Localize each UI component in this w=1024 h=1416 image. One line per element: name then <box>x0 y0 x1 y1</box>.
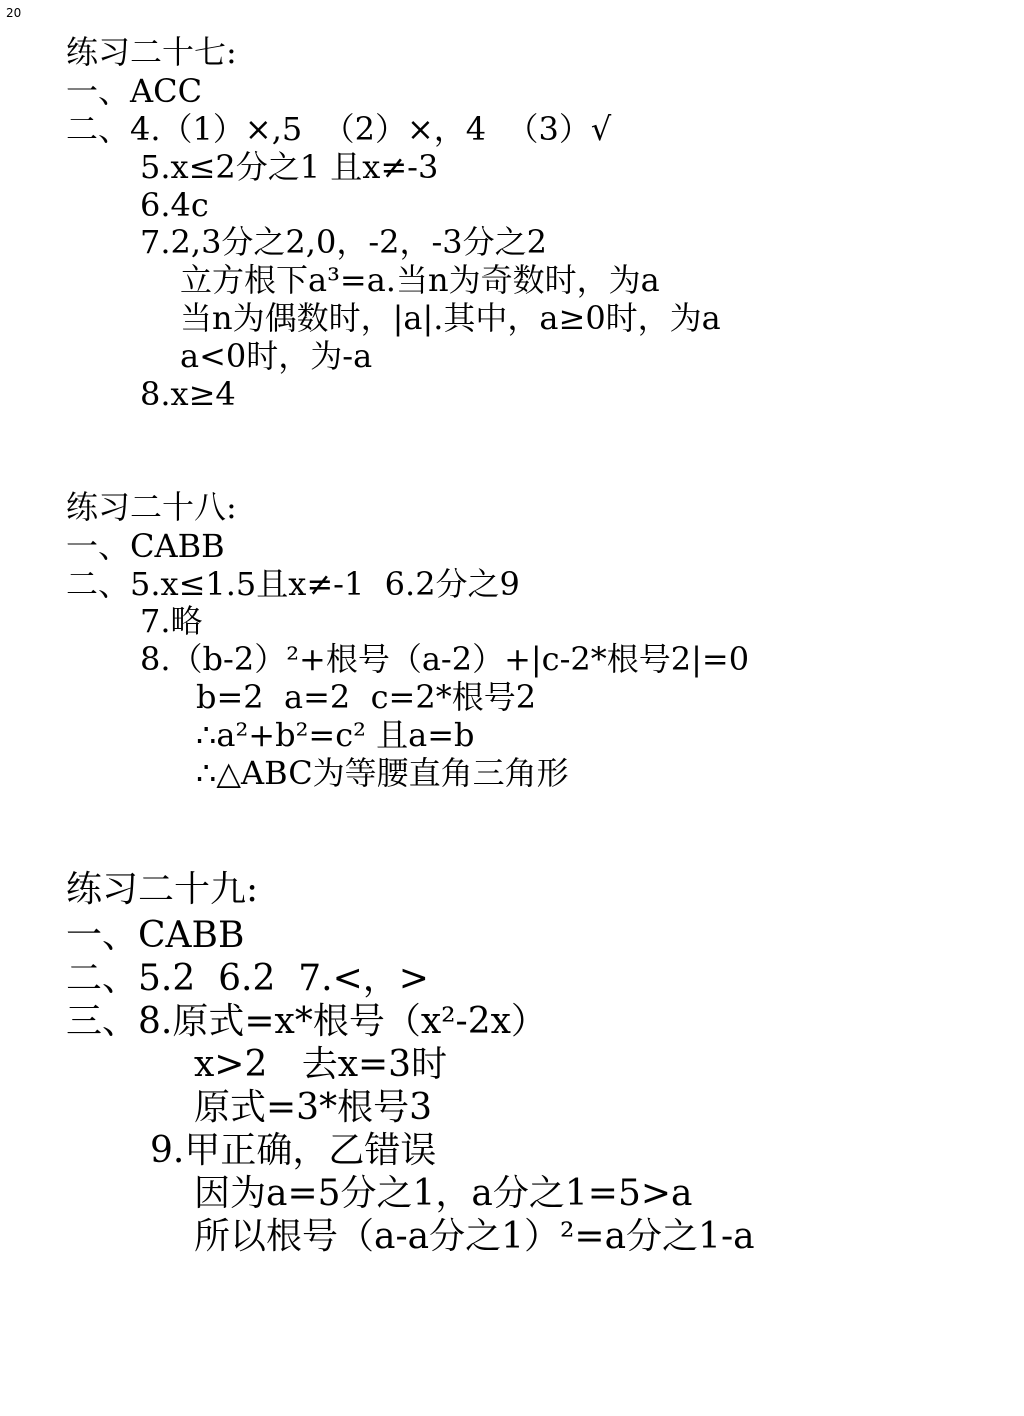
answer-line: b=2 a=2 c=2*根号2 <box>196 678 537 716</box>
answer-line: a<0时，为-a <box>180 337 373 375</box>
answer-line: 7.2,3分之2,0，-2，-3分之2 <box>140 223 548 261</box>
answer-line: x>2 去x=3时 <box>194 1044 448 1085</box>
answer-line: ∴△ABC为等腰直角三角形 <box>196 754 569 792</box>
answer-line: 5.x≤2分之1 且x≠-3 <box>140 148 439 186</box>
answer-line: 8.x≥4 <box>140 375 236 413</box>
answer-line: 因为a=5分之1，a分之1=5>a <box>194 1173 693 1214</box>
answer-line: 二、5.x≤1.5且x≠-1 6.2分之9 <box>66 565 520 603</box>
answer-line: 二、5.2 6.2 7.<，> <box>66 958 429 999</box>
page-number: 20 <box>6 6 22 20</box>
answer-line: 当n为偶数时，|a|.其中，a≥0时，为a <box>180 299 721 337</box>
answer-line: 原式=3*根号3 <box>194 1087 432 1128</box>
answer-line: 所以根号（a-a分之1）²=a分之1-a <box>194 1216 755 1257</box>
answer-line: 9.甲正确，乙错误 <box>150 1130 437 1171</box>
answer-line: ∴a²+b²=c² 且a=b <box>196 716 475 754</box>
answer-line: 7.略 <box>140 602 203 640</box>
answer-line: 一、CABB <box>66 527 225 565</box>
section-title: 练习二十八: <box>66 488 237 526</box>
answer-line: 8.（b-2）²+根号（a-2）+|c-2*根号2|=0 <box>140 640 750 678</box>
answer-line: 6.4c <box>140 186 209 224</box>
section-title: 练习二十七: <box>66 33 237 71</box>
answer-line: 二、4.（1）×,5 （2）×，4 （3）√ <box>66 110 612 148</box>
answer-line: 立方根下a³=a.当n为奇数时，为a <box>180 261 660 299</box>
answer-line: 三、8.原式=x*根号（x²-2x） <box>66 1001 547 1042</box>
answer-line: 一、ACC <box>66 72 203 110</box>
section-title: 练习二十九: <box>66 869 259 910</box>
answer-line: 一、CABB <box>66 915 245 956</box>
